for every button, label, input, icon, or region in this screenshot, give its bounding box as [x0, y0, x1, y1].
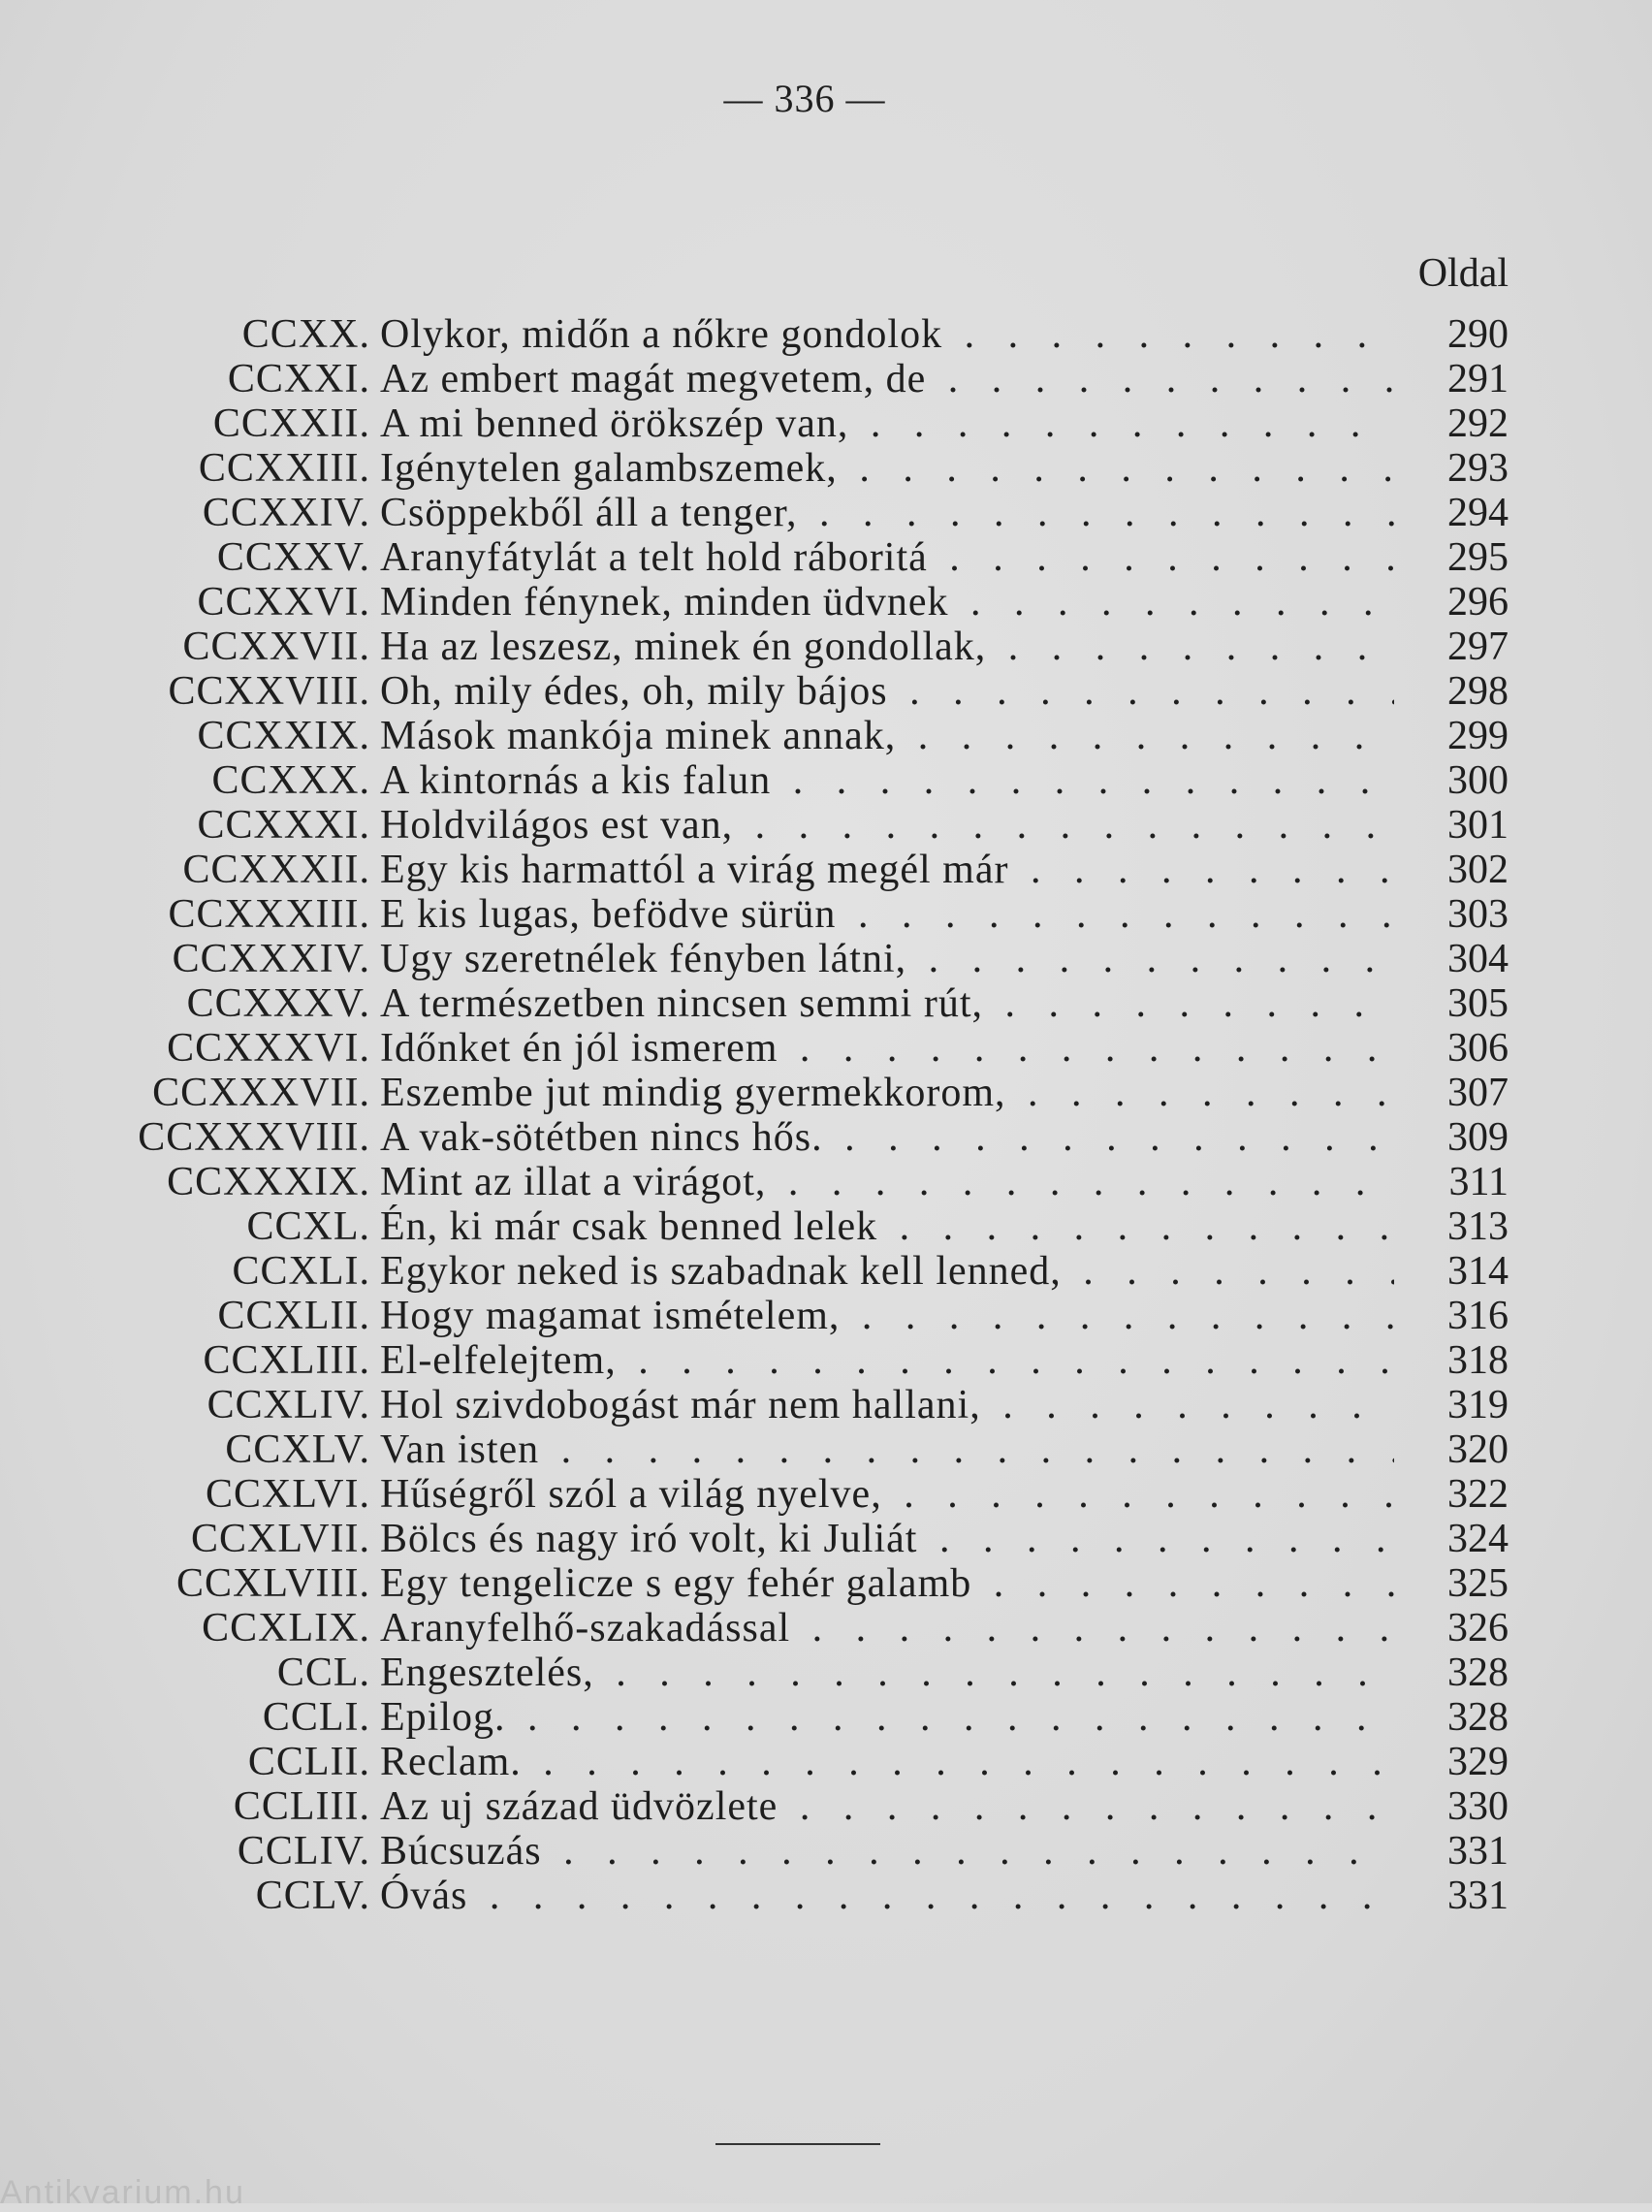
entry-title: Ugy szeretnélek fényben látni, . . . [380, 937, 1394, 981]
toc-entry [0, 1026, 1652, 1071]
entry-title: Engesztelés, . . . [380, 1651, 1394, 1695]
toc-entry [0, 491, 1652, 535]
entry-page: 304 [1447, 937, 1509, 981]
entry-numeral: CCXXIII. [198, 446, 370, 491]
entry-title: Olykor, midőn a nőkre gondolok . . . [380, 312, 1394, 357]
entry-page: 331 [1447, 1829, 1509, 1874]
toc-entry [0, 1472, 1652, 1517]
entry-title: Búcsuzás . . . [380, 1829, 1394, 1874]
entry-page: 298 [1447, 669, 1509, 714]
toc-entry [0, 1517, 1652, 1561]
entry-numeral: CCXLVI. [206, 1472, 370, 1517]
entry-page: 314 [1447, 1249, 1509, 1294]
toc-entry [0, 892, 1652, 937]
toc-entry [0, 937, 1652, 981]
entry-numeral: CCXXXVII. [152, 1071, 370, 1115]
entry-page: 293 [1447, 446, 1509, 491]
toc-entry [0, 1561, 1652, 1606]
entry-page: 319 [1447, 1383, 1509, 1427]
entry-numeral: CCL. [276, 1651, 370, 1695]
entry-page: 303 [1447, 892, 1509, 937]
entry-numeral: CCXLIX. [202, 1606, 370, 1651]
entry-page: 324 [1447, 1517, 1509, 1561]
entry-page: 291 [1447, 357, 1509, 401]
entry-title: Hűségről szól a világ nyelve, . . . [380, 1472, 1394, 1517]
entry-title: Egy kis harmattól a virág megél már . . . [380, 848, 1394, 892]
entry-title: Bölcs és nagy iró volt, ki Juliát . . . [380, 1517, 1394, 1561]
page-column-header: Oldal [1417, 251, 1509, 296]
entry-numeral: CCXXXI. [197, 803, 370, 848]
entry-numeral: CCXXXII. [182, 848, 370, 892]
entry-title: Aranyfelhő-szakadással . . . [380, 1606, 1394, 1651]
entry-title: Holdvilágos est van, . . . [380, 803, 1394, 848]
entry-numeral: CCXXII. [212, 401, 370, 446]
entry-numeral: CCXL. [246, 1204, 370, 1249]
entry-numeral: CCXXXVIII. [138, 1115, 370, 1160]
entry-page: 292 [1447, 401, 1509, 446]
watermark: Antikvarium.hu [0, 2174, 245, 2211]
entry-page: 300 [1447, 758, 1509, 803]
toc-entry [0, 1338, 1652, 1383]
entry-numeral: CCXXV. [216, 535, 370, 580]
entry-title: A mi benned örökszép van, . . . [380, 401, 1394, 446]
entry-title: Egykor neked is szabadnak kell lenned, . . . [380, 1249, 1394, 1294]
entry-title: Csöppekből áll a tenger, . . . [380, 491, 1394, 535]
toc-entry [0, 981, 1652, 1026]
entry-numeral: CCXLI. [232, 1249, 370, 1294]
toc-entry [0, 1383, 1652, 1427]
entry-numeral: CCLV. [255, 1874, 370, 1918]
entry-title: A természetben nincsen semmi rút, . . . [380, 981, 1394, 1026]
entry-page: 301 [1447, 803, 1509, 848]
page-number: — 336 — [723, 77, 886, 120]
entry-page: 313 [1447, 1204, 1509, 1249]
toc-entry [0, 312, 1652, 357]
entry-numeral: CCXLVIII. [176, 1561, 370, 1606]
toc-entry [0, 1784, 1652, 1829]
entry-title: Reclam. . . . [380, 1740, 1394, 1784]
entry-title: Az embert magát megvetem, de . . . [380, 357, 1394, 401]
toc-entry [0, 1829, 1652, 1874]
entry-page: 328 [1447, 1651, 1509, 1695]
entry-numeral: CCXXXV. [186, 981, 370, 1026]
entry-title: Óvás . . . [380, 1874, 1394, 1918]
entry-page: 329 [1447, 1740, 1509, 1784]
entry-numeral: CCXXXIII. [168, 892, 370, 937]
entry-title: E kis lugas, befödve sürün . . . [380, 892, 1394, 937]
entry-numeral: CCLII. [247, 1740, 370, 1784]
entry-title: Hogy magamat ismételem, . . . [380, 1294, 1394, 1338]
toc-entry [0, 1740, 1652, 1784]
entry-title: Időnket én jól ismerem . . . [380, 1026, 1394, 1071]
entry-numeral: CCXXXIV. [172, 937, 370, 981]
entry-numeral: CCLIV. [237, 1829, 370, 1874]
entry-page: 306 [1447, 1026, 1509, 1071]
entry-title: Aranyfátylát a telt hold ráboritá . . . [380, 535, 1394, 580]
entry-page: 325 [1447, 1561, 1509, 1606]
entry-numeral: CCXLII. [217, 1294, 370, 1338]
entry-title: Mások mankója minek annak, . . . [380, 714, 1394, 758]
entry-title: El-elfelejtem, . . . [380, 1338, 1394, 1383]
entry-numeral: CCXLIV. [206, 1383, 370, 1427]
bottom-rule [715, 2143, 880, 2145]
table-of-contents [0, 312, 1652, 1918]
toc-entry [0, 1071, 1652, 1115]
entry-title: Egy tengelicze s egy fehér galamb . . . [380, 1561, 1394, 1606]
entry-page: 294 [1447, 491, 1509, 535]
entry-title: Mint az illat a virágot, . . . [380, 1160, 1394, 1204]
toc-entry [0, 1606, 1652, 1651]
toc-entry [0, 758, 1652, 803]
entry-numeral: CCXXIV. [202, 491, 370, 535]
toc-entry [0, 1874, 1652, 1918]
entry-title: Van isten . . . [380, 1427, 1394, 1472]
entry-numeral: CCXXVIII. [168, 669, 370, 714]
entry-title: Eszembe jut mindig gyermekkorom, . . . [380, 1071, 1394, 1115]
entry-title: Az uj század üdvözlete . . . [380, 1784, 1394, 1829]
entry-numeral: CCXXXVI. [167, 1026, 370, 1071]
entry-numeral: CCXLVII. [191, 1517, 370, 1561]
entry-page: 297 [1447, 625, 1509, 669]
entry-page: 328 [1447, 1695, 1509, 1740]
entry-title: A vak-sötétben nincs hős. . . . [380, 1115, 1394, 1160]
entry-page: 316 [1447, 1294, 1509, 1338]
toc-entry [0, 1160, 1652, 1204]
entry-page: 299 [1447, 714, 1509, 758]
entry-numeral: CCLIII. [233, 1784, 370, 1829]
entry-numeral: CCXXVII. [182, 625, 370, 669]
entry-title: Oh, mily édes, oh, mily bájos . . . [380, 669, 1394, 714]
entry-page: 296 [1447, 580, 1509, 625]
toc-entry [0, 535, 1652, 580]
toc-entry [0, 1427, 1652, 1472]
entry-title: Minden fénynek, minden üdvnek . . . [380, 580, 1394, 625]
toc-entry [0, 803, 1652, 848]
entry-page: 295 [1447, 535, 1509, 580]
toc-entry [0, 848, 1652, 892]
entry-title: Hol szivdobogást már nem hallani, . . . [380, 1383, 1394, 1427]
entry-numeral: CCXXVI. [197, 580, 370, 625]
entry-numeral: CCXXI. [227, 357, 370, 401]
toc-entry [0, 401, 1652, 446]
entry-title: Ha az leszesz, minek én gondollak, . . . [380, 625, 1394, 669]
entry-numeral: CCXXIX. [197, 714, 370, 758]
entry-numeral: CCXLV. [225, 1427, 370, 1472]
entry-title: A kintornás a kis falun . . . [380, 758, 1394, 803]
toc-entry [0, 625, 1652, 669]
toc-entry [0, 714, 1652, 758]
toc-entry [0, 1294, 1652, 1338]
entry-page: 326 [1447, 1606, 1509, 1651]
toc-entry [0, 1249, 1652, 1294]
entry-numeral: CCXLIII. [203, 1338, 370, 1383]
toc-entry [0, 1115, 1652, 1160]
entry-page: 331 [1447, 1874, 1509, 1918]
toc-entry [0, 580, 1652, 625]
toc-entry [0, 1695, 1652, 1740]
toc-entry [0, 669, 1652, 714]
entry-numeral: CCXXX. [211, 758, 370, 803]
entry-title: Epilog. . . . [380, 1695, 1394, 1740]
toc-entry [0, 446, 1652, 491]
entry-page: 320 [1447, 1427, 1509, 1472]
entry-page: 311 [1448, 1160, 1509, 1204]
entry-page: 290 [1447, 312, 1509, 357]
entry-page: 305 [1447, 981, 1509, 1026]
entry-page: 322 [1447, 1472, 1509, 1517]
entry-numeral: CCXX. [241, 312, 370, 357]
entry-page: 318 [1447, 1338, 1509, 1383]
entry-numeral: CCLI. [262, 1695, 370, 1740]
entry-page: 302 [1447, 848, 1509, 892]
entry-page: 309 [1447, 1115, 1509, 1160]
entry-page: 307 [1447, 1071, 1509, 1115]
entry-title: Igénytelen galambszemek, . . . [380, 446, 1394, 491]
toc-entry [0, 1651, 1652, 1695]
entry-page: 330 [1447, 1784, 1509, 1829]
toc-entry [0, 1204, 1652, 1249]
entry-title: Én, ki már csak benned lelek . . . [380, 1204, 1394, 1249]
toc-entry [0, 357, 1652, 401]
entry-numeral: CCXXXIX. [167, 1160, 370, 1204]
